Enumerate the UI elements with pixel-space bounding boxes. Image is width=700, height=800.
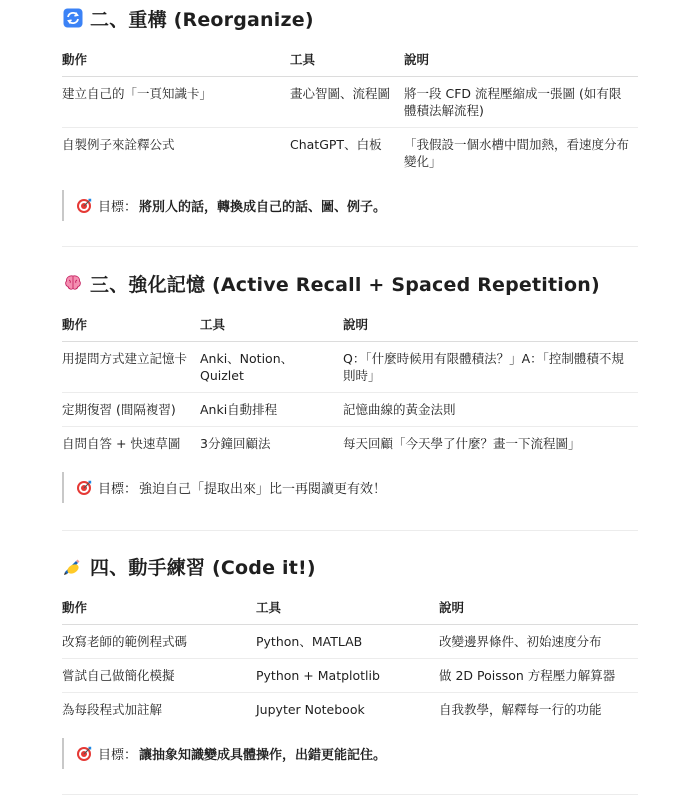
- section-title: 三、強化記憶 (Active Recall + Spaced Repetition): [90, 273, 600, 296]
- cell-description: 改變邊界條件、初始速度分布: [439, 625, 638, 659]
- table-header-row: [62, 590, 638, 625]
- section-divider: [62, 530, 638, 531]
- section-divider: [62, 246, 638, 247]
- column-header-action: 動作: [62, 590, 256, 625]
- column-header-tool: 工具: [200, 307, 343, 342]
- cell-action: 改寫老師的範例程式碼: [62, 625, 256, 659]
- section-heading: [62, 550, 638, 582]
- cell-tool: Python + Matplotlib: [256, 659, 439, 693]
- cell-description: 做 2D Poisson 方程壓力解算器: [439, 659, 638, 693]
- section-heading: [62, 2, 638, 34]
- cell-description: 自我教學，解釋每一行的功能: [439, 702, 602, 717]
- column-header-tool: 工具: [256, 590, 439, 625]
- cell-action: 建立自己的「一頁知識卡」: [62, 77, 290, 128]
- column-header-description: 說明: [343, 307, 638, 342]
- table-active-recall: [62, 307, 638, 460]
- table-code-it: [62, 590, 638, 726]
- table-row: [62, 128, 638, 179]
- section-active-recall: [62, 267, 638, 503]
- cell-tool: Python、MATLAB: [256, 625, 439, 659]
- callout-label: 目標：: [98, 482, 138, 497]
- target-dart-icon: [76, 746, 92, 762]
- writing-hand-icon: [62, 555, 84, 577]
- cell-action: 自問自答 + 快速草圖: [62, 436, 181, 451]
- goal-callout: [62, 472, 638, 503]
- table-row: [62, 427, 638, 461]
- table-row: [62, 77, 638, 128]
- cell-tool: Anki自動排程: [200, 393, 343, 427]
- callout-text: 將別人的話，轉換成自己的話、圖、例子。: [139, 200, 387, 215]
- section-code-it: [62, 550, 638, 769]
- section-title: 二、重構 (Reorganize): [90, 8, 314, 31]
- column-header-tool: 工具: [290, 42, 404, 77]
- table-row: [62, 393, 638, 427]
- brain-icon: [62, 272, 84, 294]
- callout-label: 目標：: [98, 200, 138, 215]
- goal-callout: [62, 190, 638, 221]
- table-reorganize: [62, 42, 638, 178]
- table-row: [62, 693, 638, 727]
- cell-action: 用提問方式建立記憶卡: [62, 342, 200, 393]
- section-title: 四、動手練習 (Code it!): [90, 556, 316, 579]
- cell-description: 記憶曲線的黃金法則: [343, 393, 638, 427]
- target-dart-icon: [76, 198, 92, 214]
- column-header-action: 動作: [62, 307, 200, 342]
- section-reorganize: [62, 2, 638, 221]
- callout-label: 目標：: [98, 748, 138, 763]
- cell-tool: 3分鐘回顧法: [200, 436, 271, 451]
- arrows-cycle-icon: [62, 7, 84, 29]
- cell-action: 嘗試自己做簡化模擬: [62, 659, 256, 693]
- section-heading: [62, 267, 638, 299]
- cell-tool: Anki、Notion、Quizlet: [200, 342, 343, 393]
- table-header-row: [62, 307, 638, 342]
- cell-tool: ChatGPT、白板: [290, 137, 382, 152]
- cell-action: 定期復習 (間隔複習): [62, 393, 200, 427]
- cell-tool: Jupyter Notebook: [256, 702, 365, 717]
- table-row: [62, 659, 638, 693]
- callout-text: 強迫自己「提取出來」比一再閱讀更有效！: [139, 482, 387, 497]
- cell-description: 每天回顧「今天學了什麼？畫一下流程圖」: [343, 436, 581, 451]
- goal-callout: [62, 738, 638, 769]
- column-header-action: 動作: [62, 42, 290, 77]
- cell-description: Q：「什麼時候用有限體積法？」A：「控制體積不規則時」: [343, 342, 638, 393]
- cell-description: 「我假設一個水槽中間加熱，看速度分布變化」: [404, 137, 630, 169]
- cell-description: 將一段 CFD 流程壓縮成一張圖 (如有限體積法解流程): [404, 77, 638, 128]
- column-header-description: 說明: [439, 590, 638, 625]
- table-row: [62, 625, 638, 659]
- target-dart-icon: [76, 480, 92, 496]
- table-header-row: [62, 42, 638, 77]
- column-header-description: 說明: [404, 42, 638, 77]
- cell-tool: 畫心智圖、流程圖: [290, 77, 404, 128]
- table-row: [62, 342, 638, 393]
- callout-text: 讓抽象知識變成具體操作，出錯更能記住。: [139, 748, 387, 763]
- cell-action: 為每段程式加註解: [62, 702, 163, 717]
- section-divider: [62, 794, 638, 795]
- cell-action: 自製例子來詮釋公式: [62, 137, 175, 152]
